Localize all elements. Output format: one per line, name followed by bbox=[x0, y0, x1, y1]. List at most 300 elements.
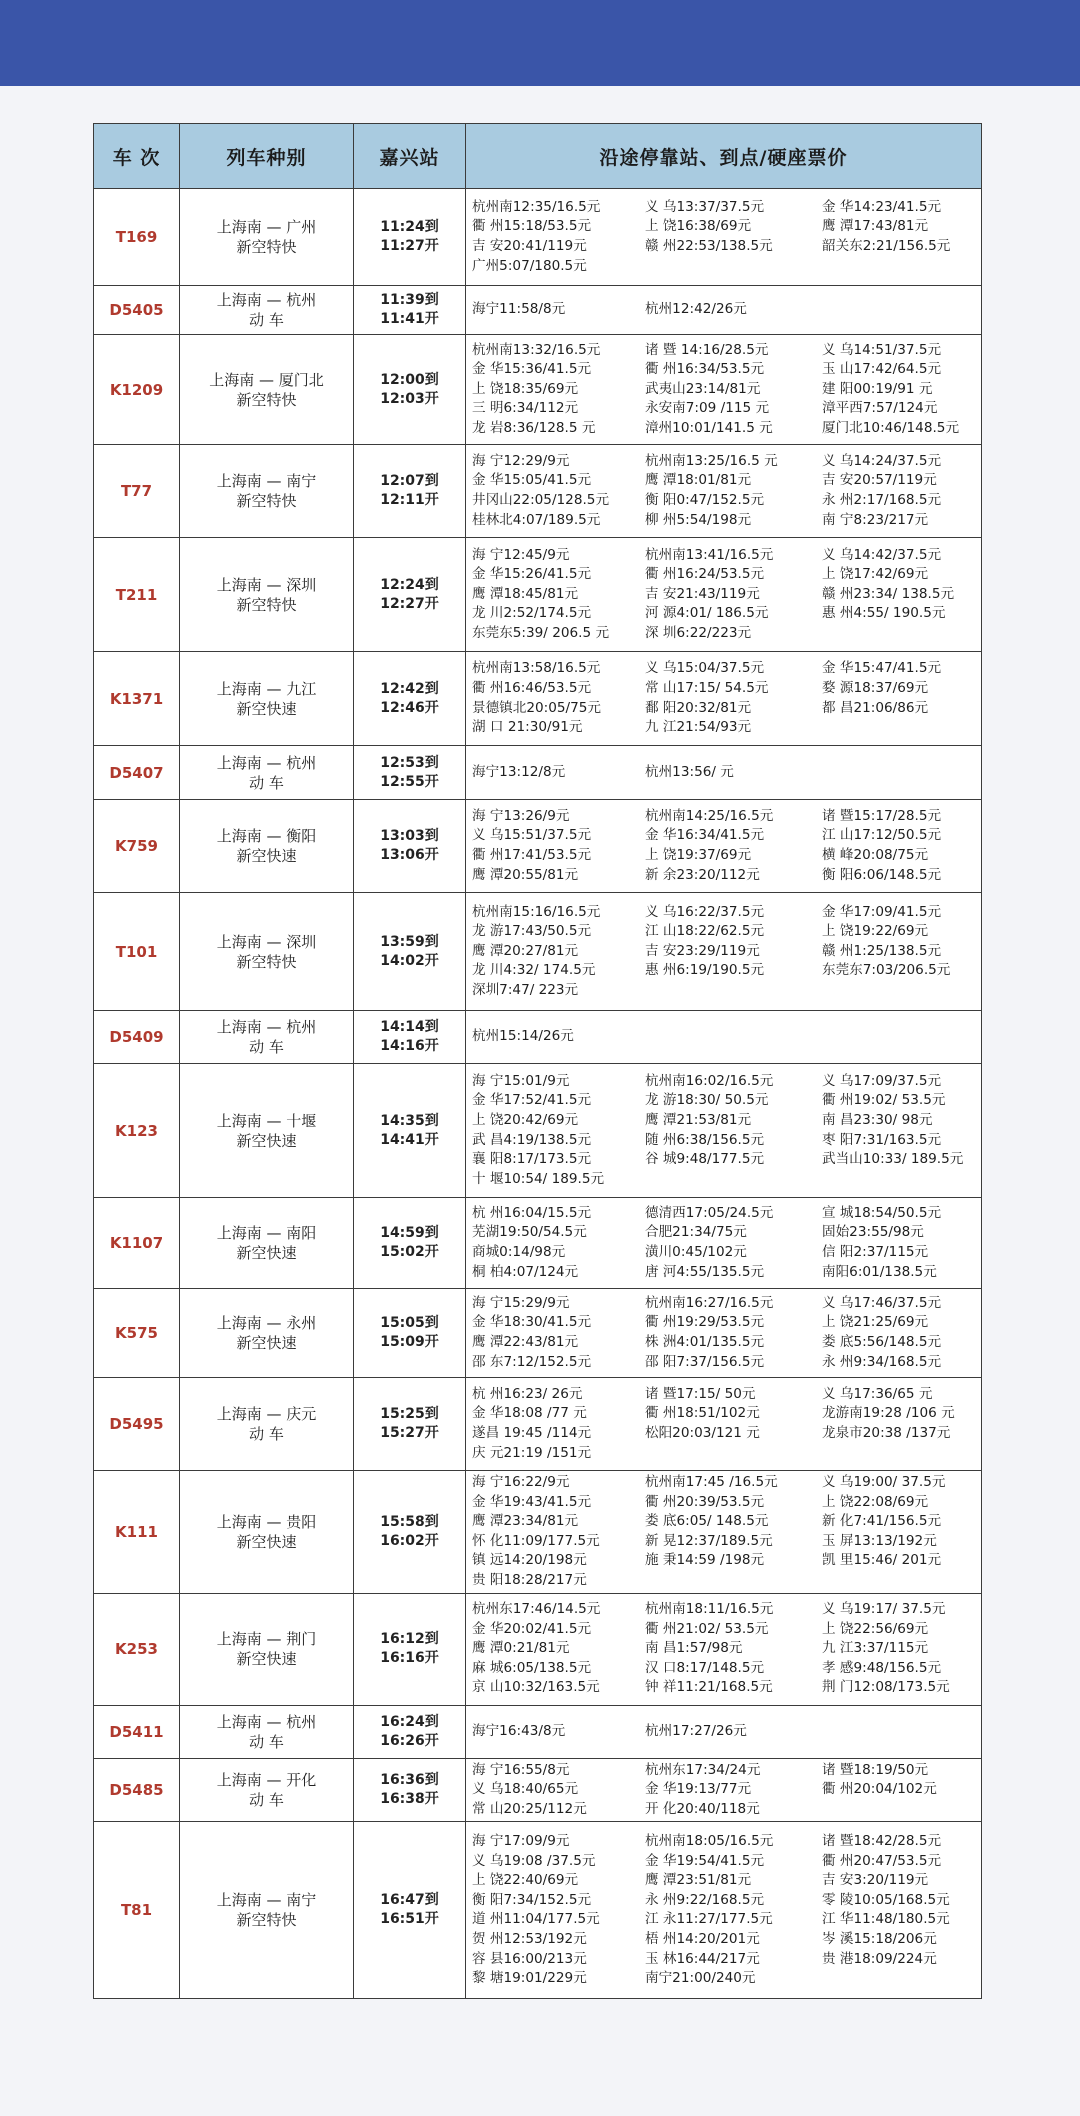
train-route-cell bbox=[180, 800, 354, 893]
train-route: 上海南 — 衡阳 bbox=[216, 827, 317, 845]
stop-entry: 上 饶18:35/69元 bbox=[472, 380, 579, 397]
train-kind: 动 车 bbox=[249, 773, 284, 792]
stop-entry: 义 乌19:00/ 37.5元 bbox=[822, 1474, 946, 1490]
stop-entry: 鹰 潭0:21/81元 bbox=[472, 1640, 570, 1657]
departure-time: 11:41开 bbox=[380, 311, 439, 327]
stop-entry: 义 乌19:17/ 37.5元 bbox=[822, 1601, 946, 1618]
train-kind: 新空快速 bbox=[236, 847, 297, 865]
train-route: 上海南 — 永州 bbox=[216, 1314, 317, 1332]
stop-entry: 商城0:14/98元 bbox=[472, 1244, 566, 1260]
jiaxing-times-cell bbox=[354, 1822, 466, 1999]
table-row bbox=[94, 1822, 982, 1999]
stop-entry: 海 宁16:22/9元 bbox=[472, 1474, 570, 1490]
stops-list bbox=[472, 1385, 975, 1463]
train-route-cell bbox=[180, 652, 354, 746]
stop-entry: 衢 州20:04/102元 bbox=[822, 1781, 937, 1798]
stop-entry: 吉 安20:41/119元 bbox=[472, 238, 587, 254]
train-route-cell bbox=[180, 893, 354, 1011]
stop-entry: 杭州13:56/ 元 bbox=[645, 763, 734, 780]
table-row bbox=[94, 1011, 982, 1064]
stop-entry: 鹰 潭20:55/81元 bbox=[472, 866, 579, 883]
train-kind: 动 车 bbox=[249, 1790, 284, 1809]
stop-entry: 南 昌23:30/ 98元 bbox=[822, 1111, 933, 1128]
stop-entry: 零 陵10:05/168.5元 bbox=[822, 1891, 950, 1908]
stop-entry: 漳州10:01/141.5 元 bbox=[645, 419, 773, 436]
stops-list bbox=[472, 300, 975, 320]
stop-entry: 汉 口8:17/148.5元 bbox=[645, 1659, 765, 1676]
stop-entry: 开 化20:40/118元 bbox=[645, 1800, 760, 1817]
stop-entry: 合肥21:34/75元 bbox=[645, 1224, 747, 1241]
departure-time: 16:26开 bbox=[380, 1732, 439, 1749]
stop-entry: 永 州9:22/168.5元 bbox=[645, 1891, 765, 1908]
stop-entry: 海 宁17:09/9元 bbox=[472, 1832, 570, 1849]
train-route-cell bbox=[180, 335, 354, 445]
stop-entry: 芜湖19:50/54.5元 bbox=[472, 1224, 587, 1241]
stop-entry: 上 饶22:40/69元 bbox=[472, 1872, 579, 1889]
jiaxing-times-cell bbox=[354, 1064, 466, 1198]
stop-entry: 金 华15:26/41.5元 bbox=[472, 566, 592, 583]
stop-entry: 海 宁15:01/9元 bbox=[472, 1072, 570, 1089]
stop-entry: 金 华19:13/77元 bbox=[645, 1781, 752, 1798]
stop-entry: 新 晃12:37/189.5元 bbox=[645, 1532, 773, 1549]
train-number: T211 bbox=[94, 538, 180, 652]
stop-entry: 杭州南12:35/16.5元 bbox=[472, 198, 601, 215]
stop-entry: 杭州南16:02/16.5元 bbox=[645, 1072, 774, 1089]
stops-cell bbox=[466, 1471, 982, 1594]
stop-entry: 深 圳6:22/223元 bbox=[645, 624, 752, 641]
stop-entry: 娄 底6:05/ 148.5元 bbox=[645, 1513, 769, 1530]
train-kind: 新空快速 bbox=[236, 1532, 297, 1551]
stop-entry: 杭州南18:05/16.5元 bbox=[645, 1832, 774, 1849]
stop-entry: 吉 安3:20/119元 bbox=[822, 1872, 929, 1889]
table-row bbox=[94, 189, 982, 286]
train-number: D5407 bbox=[94, 746, 180, 800]
stops-list bbox=[472, 1027, 975, 1047]
train-route-cell bbox=[180, 189, 354, 286]
stop-entry: 贺 州12:53/192元 bbox=[472, 1930, 587, 1947]
stop-entry: 衡 阳7:34/152.5元 bbox=[472, 1891, 592, 1908]
table-row bbox=[94, 1471, 982, 1594]
train-route: 上海南 — 南宁 bbox=[216, 472, 317, 490]
stops-list bbox=[472, 1722, 975, 1742]
departure-time: 12:55开 bbox=[380, 773, 439, 790]
stop-entry: 杭州15:14/26元 bbox=[472, 1028, 574, 1045]
train-route: 上海南 — 杭州 bbox=[216, 291, 317, 309]
departure-time: 16:38开 bbox=[380, 1790, 439, 1807]
train-number: K123 bbox=[94, 1064, 180, 1198]
train-route-cell bbox=[180, 286, 354, 335]
table-row bbox=[94, 1378, 982, 1471]
train-route-cell bbox=[180, 1758, 354, 1822]
stop-entry: 杭 州16:04/15.5元 bbox=[472, 1204, 592, 1221]
arrival-time: 12:24到 bbox=[380, 576, 439, 593]
train-route: 上海南 — 厦门北 bbox=[209, 370, 324, 389]
stop-entry: 荆 门12:08/173.5元 bbox=[822, 1679, 950, 1696]
arrival-time: 16:36到 bbox=[380, 1771, 439, 1788]
stop-entry: 义 乌15:51/37.5元 bbox=[472, 827, 592, 844]
stop-entry: 南 宁8:23/217元 bbox=[822, 511, 929, 528]
stops-list bbox=[472, 1473, 975, 1591]
stop-entry: 义 乌13:37/37.5元 bbox=[645, 198, 765, 215]
stops-list bbox=[472, 659, 975, 737]
stop-entry: 海 宁15:29/9元 bbox=[472, 1294, 570, 1311]
stop-entry: 赣 州1:25/138.5元 bbox=[822, 942, 942, 959]
stops-cell bbox=[466, 1593, 982, 1705]
departure-time: 16:51开 bbox=[380, 1911, 439, 1928]
stop-entry: 永 州9:34/168.5元 bbox=[822, 1353, 942, 1370]
stop-entry: 杭州南13:25/16.5 元 bbox=[645, 452, 778, 469]
stops-cell bbox=[466, 800, 982, 893]
stop-entry: 衡 阳0:47/152.5元 bbox=[645, 492, 765, 508]
stop-entry: 龙 游18:30/ 50.5元 bbox=[645, 1092, 769, 1109]
stop-entry: 漳平西7:57/124元 bbox=[822, 400, 938, 417]
train-route-cell bbox=[180, 445, 354, 538]
stop-entry: 上 饶21:25/69元 bbox=[822, 1314, 929, 1331]
arrival-time: 14:59到 bbox=[380, 1225, 439, 1241]
arrival-time: 15:25到 bbox=[380, 1406, 439, 1422]
train-route: 上海南 — 九江 bbox=[216, 679, 317, 698]
train-number: T77 bbox=[94, 445, 180, 538]
table-row bbox=[94, 286, 982, 335]
stop-entry: 宣 城18:54/50.5元 bbox=[822, 1204, 942, 1221]
stop-entry: 金 华19:54/41.5元 bbox=[645, 1852, 765, 1869]
stop-entry: 衢 州20:39/53.5元 bbox=[645, 1493, 765, 1510]
stop-entry: 鹰 潭22:43/81元 bbox=[472, 1334, 579, 1350]
train-kind: 新空特快 bbox=[236, 952, 297, 971]
departure-time: 15:09开 bbox=[380, 1334, 439, 1350]
stops-list bbox=[472, 546, 975, 644]
stops-list bbox=[472, 1072, 975, 1190]
stop-entry: 黎 塘19:01/229元 bbox=[472, 1970, 587, 1987]
train-kind: 新空快速 bbox=[236, 699, 297, 718]
train-route-cell bbox=[180, 1822, 354, 1999]
table-row bbox=[94, 538, 982, 652]
jiaxing-times-cell bbox=[354, 746, 466, 800]
stop-entry: 赣 州22:53/138.5元 bbox=[645, 238, 773, 254]
train-kind: 新空特快 bbox=[236, 390, 297, 409]
jiaxing-times-cell bbox=[354, 1011, 466, 1064]
stop-entry: 京 山10:32/163.5元 bbox=[472, 1679, 600, 1696]
stop-entry: 厦门北10:46/148.5元 bbox=[822, 419, 960, 436]
departure-time: 12:11开 bbox=[380, 492, 439, 508]
jiaxing-times-cell bbox=[354, 445, 466, 538]
stop-entry: 庆 元21:19 /151元 bbox=[472, 1444, 592, 1461]
train-kind: 新空快速 bbox=[236, 1650, 297, 1669]
train-kind: 新空快速 bbox=[236, 1244, 297, 1262]
stops-list bbox=[472, 1761, 975, 1820]
stop-entry: 杭州南13:32/16.5元 bbox=[472, 341, 601, 358]
jiaxing-times-cell bbox=[354, 1289, 466, 1378]
arrival-time: 12:53到 bbox=[380, 754, 439, 771]
train-kind: 新空快速 bbox=[236, 1334, 297, 1352]
stop-entry: 鹰 潭18:45/81元 bbox=[472, 585, 579, 602]
stops-list bbox=[472, 341, 975, 439]
stop-entry: 上 饶19:37/69元 bbox=[645, 847, 752, 863]
table-row bbox=[94, 1758, 982, 1822]
stop-entry: 海宁11:58/8元 bbox=[472, 301, 566, 318]
table-body bbox=[94, 189, 982, 1999]
stop-entry: 金 华18:30/41.5元 bbox=[472, 1314, 592, 1331]
table-row bbox=[94, 652, 982, 746]
table-header-row bbox=[94, 124, 982, 189]
stops-list bbox=[472, 1600, 975, 1698]
stop-entry: 海 宁12:29/9元 bbox=[472, 452, 570, 469]
stop-entry: 鹰 潭23:51/81元 bbox=[645, 1872, 752, 1889]
stop-entry: 桂林北4:07/189.5元 bbox=[472, 511, 601, 528]
stop-entry: 武夷山23:14/81元 bbox=[645, 380, 761, 397]
stops-cell bbox=[466, 538, 982, 652]
stop-entry: 信 阳2:37/115元 bbox=[822, 1244, 929, 1260]
train-number: K111 bbox=[94, 1471, 180, 1594]
stop-entry: 杭州东17:34/24元 bbox=[645, 1761, 761, 1778]
stop-entry: 吉 安20:57/119元 bbox=[822, 472, 937, 489]
stop-entry: 东莞东7:03/206.5元 bbox=[822, 962, 951, 979]
jiaxing-times-cell bbox=[354, 189, 466, 286]
stops-cell bbox=[466, 1198, 982, 1289]
stop-entry: 井冈山22:05/128.5元 bbox=[472, 492, 610, 508]
table-row bbox=[94, 335, 982, 445]
departure-time: 15:27开 bbox=[380, 1425, 439, 1441]
stop-entry: 衢 州16:24/53.5元 bbox=[645, 566, 765, 583]
stop-entry: 横 峰20:08/75元 bbox=[822, 847, 929, 863]
stop-entry: 义 乌19:08 /37.5元 bbox=[472, 1852, 596, 1869]
stop-entry: 金 华15:47/41.5元 bbox=[822, 660, 942, 677]
stop-entry: 娄 底5:56/148.5元 bbox=[822, 1334, 942, 1350]
stop-entry: 九 江21:54/93元 bbox=[645, 719, 752, 736]
stop-entry: 镇 远14:20/198元 bbox=[472, 1552, 587, 1569]
departure-time: 14:02开 bbox=[380, 952, 439, 969]
arrival-time: 16:12到 bbox=[380, 1631, 439, 1648]
stop-entry: 海宁16:43/8元 bbox=[472, 1722, 566, 1739]
stop-entry: 鹰 潭20:27/81元 bbox=[472, 942, 579, 959]
jiaxing-times-cell bbox=[354, 1758, 466, 1822]
jiaxing-times-cell bbox=[354, 893, 466, 1011]
stops-list bbox=[472, 763, 975, 783]
stop-entry: 桐 柏4:07/124元 bbox=[472, 1263, 579, 1280]
stop-entry: 义 乌14:51/37.5元 bbox=[822, 341, 942, 358]
stop-entry: 龙游南19:28 /106 元 bbox=[822, 1405, 955, 1422]
stop-entry: 玉 林16:44/217元 bbox=[645, 1950, 760, 1967]
stop-entry: 南阳6:01/138.5元 bbox=[822, 1263, 937, 1280]
stop-entry: 金 华15:36/41.5元 bbox=[472, 361, 592, 378]
arrival-time: 16:47到 bbox=[380, 1892, 439, 1909]
stop-entry: 赣 州23:34/ 138.5元 bbox=[822, 585, 955, 602]
stop-entry: 金 华14:23/41.5元 bbox=[822, 198, 942, 215]
stop-entry: 江 华11:48/180.5元 bbox=[822, 1911, 950, 1928]
stop-entry: 谷 城9:48/177.5元 bbox=[645, 1151, 765, 1168]
stop-entry: 惠 州4:55/ 190.5元 bbox=[822, 605, 946, 622]
stop-entry: 义 乌16:22/37.5元 bbox=[645, 903, 765, 920]
stop-entry: 诸 暨17:15/ 50元 bbox=[645, 1385, 756, 1402]
stop-entry: 杭州17:27/26元 bbox=[645, 1722, 747, 1739]
departure-time: 16:02开 bbox=[380, 1532, 439, 1549]
arrival-time: 15:05到 bbox=[380, 1315, 439, 1331]
stops-list bbox=[472, 807, 975, 885]
stop-entry: 衢 州18:51/102元 bbox=[645, 1405, 760, 1422]
stop-entry: 诸 暨18:19/50元 bbox=[822, 1761, 929, 1778]
stop-entry: 义 乌17:09/37.5元 bbox=[822, 1072, 942, 1089]
train-route: 上海南 — 庆元 bbox=[216, 1405, 317, 1423]
train-kind: 动 车 bbox=[249, 1732, 284, 1751]
train-route: 上海南 — 南宁 bbox=[216, 1891, 317, 1910]
stops-list bbox=[472, 452, 975, 530]
train-kind: 新空特快 bbox=[236, 595, 297, 614]
train-route: 上海南 — 十堰 bbox=[216, 1111, 317, 1130]
table-row bbox=[94, 746, 982, 800]
stop-entry: 婺 源18:37/69元 bbox=[822, 679, 929, 696]
jiaxing-times-cell bbox=[354, 1198, 466, 1289]
stop-entry: 衢 州20:47/53.5元 bbox=[822, 1852, 942, 1869]
train-route-cell bbox=[180, 1378, 354, 1471]
table-row bbox=[94, 1705, 982, 1758]
departure-time: 12:03开 bbox=[380, 390, 439, 407]
stop-entry: 南宁21:00/240元 bbox=[645, 1970, 756, 1987]
train-number: D5409 bbox=[94, 1011, 180, 1064]
train-route: 上海南 — 杭州 bbox=[216, 1712, 317, 1731]
stop-entry: 东莞东5:39/ 206.5 元 bbox=[472, 624, 610, 641]
stop-entry: 鹰 潭21:53/81元 bbox=[645, 1111, 752, 1128]
train-kind: 动 车 bbox=[249, 311, 284, 329]
train-route-cell bbox=[180, 746, 354, 800]
stop-entry: 潢川0:45/102元 bbox=[645, 1244, 747, 1260]
stop-entry: 衢 州15:18/53.5元 bbox=[472, 218, 592, 235]
stop-entry: 上 饶17:42/69元 bbox=[822, 566, 929, 583]
stop-entry: 江 永11:27/177.5元 bbox=[645, 1911, 773, 1928]
arrival-time: 16:24到 bbox=[380, 1713, 439, 1730]
stop-entry: 襄 阳8:17/173.5元 bbox=[472, 1151, 592, 1168]
stop-entry: 上 饶22:56/69元 bbox=[822, 1620, 929, 1637]
stop-entry: 武 昌4:19/138.5元 bbox=[472, 1131, 592, 1148]
stop-entry: 江 山18:22/62.5元 bbox=[645, 923, 765, 940]
train-number: D5405 bbox=[94, 286, 180, 335]
stops-list bbox=[472, 1204, 975, 1282]
stop-entry: 景德镇北20:05/75元 bbox=[472, 699, 602, 716]
stop-entry: 诸 暨15:17/28.5元 bbox=[822, 807, 942, 824]
stop-entry: 松阳20:03/121 元 bbox=[645, 1425, 760, 1441]
stop-entry: 惠 州6:19/190.5元 bbox=[645, 962, 765, 979]
train-number: K1209 bbox=[94, 335, 180, 445]
stop-entry: 钟 祥11:21/168.5元 bbox=[645, 1679, 773, 1696]
stop-entry: 鹰 潭17:43/81元 bbox=[822, 218, 929, 235]
stop-entry: 诸 暨 14:16/28.5元 bbox=[645, 341, 769, 358]
stop-entry: 新 化7:41/156.5元 bbox=[822, 1513, 942, 1530]
stop-entry: 义 乌18:40/65元 bbox=[472, 1781, 579, 1798]
stop-entry: 孝 感9:48/156.5元 bbox=[822, 1659, 942, 1676]
arrival-time: 11:39到 bbox=[380, 292, 439, 308]
stops-cell bbox=[466, 652, 982, 746]
stop-entry: 南 昌1:57/98元 bbox=[645, 1640, 743, 1657]
stop-entry: 容 县16:00/213元 bbox=[472, 1950, 587, 1967]
train-number: T169 bbox=[94, 189, 180, 286]
stop-entry: 龙 游17:43/50.5元 bbox=[472, 923, 592, 940]
train-number: K1371 bbox=[94, 652, 180, 746]
train-route-cell bbox=[180, 1198, 354, 1289]
stop-entry: 麻 城6:05/138.5元 bbox=[472, 1659, 592, 1676]
stop-entry: 海宁13:12/8元 bbox=[472, 763, 566, 780]
stops-cell bbox=[466, 1289, 982, 1378]
train-kind: 新空特快 bbox=[236, 492, 297, 510]
stop-entry: 上 饶16:38/69元 bbox=[645, 218, 752, 235]
stop-entry: 道 州11:04/177.5元 bbox=[472, 1911, 600, 1928]
train-route: 上海南 — 杭州 bbox=[216, 1018, 317, 1036]
train-route-cell bbox=[180, 1705, 354, 1758]
train-route-cell bbox=[180, 1289, 354, 1378]
stop-entry: 岑 溪15:18/206元 bbox=[822, 1930, 937, 1947]
stop-entry: 上 饶20:42/69元 bbox=[472, 1111, 579, 1128]
header-train-type: 列车种别 bbox=[180, 124, 354, 189]
stop-entry: 杭州南13:58/16.5元 bbox=[472, 660, 601, 677]
stop-entry: 德清西17:05/24.5元 bbox=[645, 1204, 774, 1221]
jiaxing-times-cell bbox=[354, 1471, 466, 1594]
stop-entry: 金 华18:08 /77 元 bbox=[472, 1405, 587, 1422]
stop-entry: 深圳7:47/ 223元 bbox=[472, 981, 579, 998]
stop-entry: 海 宁13:26/9元 bbox=[472, 807, 570, 824]
train-number: D5411 bbox=[94, 1705, 180, 1758]
stop-entry: 衢 州19:29/53.5元 bbox=[645, 1314, 765, 1331]
stop-entry: 杭州南16:27/16.5元 bbox=[645, 1294, 774, 1311]
stop-entry: 吉 安21:43/119元 bbox=[645, 585, 760, 602]
train-number: K575 bbox=[94, 1289, 180, 1378]
stops-cell bbox=[466, 1064, 982, 1198]
stop-entry: 贵 阳18:28/217元 bbox=[472, 1571, 587, 1588]
train-route-cell bbox=[180, 538, 354, 652]
stop-entry: 常 山20:25/112元 bbox=[472, 1800, 587, 1817]
stop-entry: 上 饶19:22/69元 bbox=[822, 923, 929, 940]
departure-time: 16:16开 bbox=[380, 1650, 439, 1667]
stop-entry: 贵 港18:09/224元 bbox=[822, 1950, 937, 1967]
train-kind: 新空特快 bbox=[236, 1911, 297, 1930]
table-row bbox=[94, 445, 982, 538]
stop-entry: 广州5:07/180.5元 bbox=[472, 257, 587, 274]
stop-entry: 杭州南15:16/16.5元 bbox=[472, 903, 601, 920]
stop-entry: 随 州6:38/156.5元 bbox=[645, 1131, 765, 1148]
jiaxing-times-cell bbox=[354, 1593, 466, 1705]
departure-time: 14:41开 bbox=[380, 1131, 439, 1148]
stop-entry: 金 华20:02/41.5元 bbox=[472, 1620, 592, 1637]
stop-entry: 凯 里15:46/ 201元 bbox=[822, 1552, 942, 1569]
stop-entry: 衢 州17:41/53.5元 bbox=[472, 847, 592, 863]
stop-entry: 常 山17:15/ 54.5元 bbox=[645, 679, 769, 696]
table-row bbox=[94, 1289, 982, 1378]
train-route-cell bbox=[180, 1064, 354, 1198]
top-banner bbox=[0, 0, 1080, 86]
stop-entry: 邵 东7:12/152.5元 bbox=[472, 1353, 592, 1370]
stop-entry: 金 华17:52/41.5元 bbox=[472, 1092, 592, 1109]
stop-entry: 固始23:55/98元 bbox=[822, 1224, 924, 1241]
header-stops-and-fares: 沿途停靠站、到点/硬座票价 bbox=[466, 124, 982, 189]
stop-entry: 金 华15:05/41.5元 bbox=[472, 472, 592, 489]
train-route: 上海南 — 开化 bbox=[216, 1770, 317, 1789]
train-kind: 新空快速 bbox=[236, 1131, 297, 1150]
stop-entry: 杭州南13:41/16.5元 bbox=[645, 546, 774, 563]
train-schedule-table bbox=[93, 123, 982, 1999]
stop-entry: 怀 化11:09/177.5元 bbox=[472, 1532, 600, 1549]
train-route-cell bbox=[180, 1593, 354, 1705]
train-route: 上海南 — 深圳 bbox=[216, 932, 317, 951]
train-route: 上海南 — 杭州 bbox=[216, 753, 317, 772]
train-route: 上海南 — 南阳 bbox=[216, 1224, 317, 1242]
departure-time: 13:06开 bbox=[380, 847, 439, 863]
table-row bbox=[94, 1593, 982, 1705]
stop-entry: 施 秉14:59 /198元 bbox=[645, 1552, 765, 1569]
stop-entry: 吉 安23:29/119元 bbox=[645, 942, 760, 959]
table-row bbox=[94, 893, 982, 1011]
train-number: T81 bbox=[94, 1822, 180, 1999]
stop-entry: 建 阳00:19/91 元 bbox=[822, 380, 933, 397]
departure-time: 12:27开 bbox=[380, 595, 439, 612]
arrival-time: 12:07到 bbox=[380, 473, 439, 489]
stops-cell bbox=[466, 335, 982, 445]
